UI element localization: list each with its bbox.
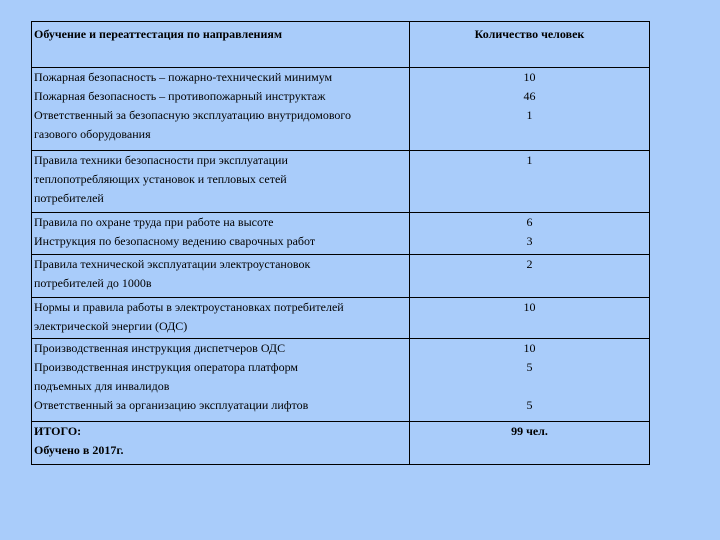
row-count-cell (410, 254, 650, 297)
header-name: Обучение и переаттестация по направлениям (34, 27, 283, 41)
training-table (31, 21, 650, 465)
row-name-cell (32, 297, 410, 339)
row-line: Пожарная безопасность – противопожарный инструктаж (34, 89, 326, 104)
row-line: Производственная инструкция оператора платформ (34, 360, 298, 375)
row-line: газового оборудования (34, 127, 151, 142)
row-count: 10 (523, 70, 536, 85)
table-row (32, 297, 650, 339)
row-line: Производственная инструкция диспетчеров ОДС (34, 341, 286, 356)
row-line: Правила по охране труда при работе на высоте (34, 214, 274, 229)
table-row (32, 150, 650, 212)
total-row (32, 422, 650, 465)
row-count: 10 (523, 341, 536, 356)
row-line: Нормы и правила работы в электроустановках потребителей (34, 299, 344, 314)
row-count: 2 (526, 256, 533, 271)
total-value: 99 чел. (511, 424, 548, 439)
row-name-cell (32, 254, 410, 297)
row-line: Ответственный за безопасную эксплуатацию внутридомового (34, 108, 352, 123)
header-name-cell (32, 22, 410, 68)
total-year-label: Обучено в 2017г. (34, 443, 124, 458)
row-count: 3 (526, 233, 533, 248)
row-count: 5 (526, 398, 533, 413)
row-line: теплопотребляющих установок и тепловых сетей (34, 171, 287, 186)
row-line: Ответственный за организацию эксплуатации лифтов (34, 398, 309, 413)
row-count-cell (410, 339, 650, 422)
row-line: электрической энергии (ОДС) (34, 318, 188, 333)
row-line: подъемных для инвалидов (34, 379, 170, 394)
row-count: 5 (526, 360, 533, 375)
row-count-cell (410, 68, 650, 151)
row-line: потребителей до 1000в (34, 275, 152, 290)
header-count: Количество человек (474, 27, 585, 41)
row-name-cell (32, 212, 410, 254)
row-count: 46 (523, 89, 536, 104)
row-name-cell (32, 68, 410, 151)
table-row (32, 339, 650, 422)
row-name-cell (32, 339, 410, 422)
table-row (32, 254, 650, 297)
total-value-cell (410, 422, 650, 465)
row-count-cell (410, 150, 650, 212)
table-header-row (32, 22, 650, 68)
table-row (32, 212, 650, 254)
row-count: 10 (523, 299, 536, 314)
row-line: Правила технической эксплуатации электроустановок (34, 256, 311, 271)
table-row (32, 68, 650, 151)
row-name-cell (32, 150, 410, 212)
total-label-cell (32, 422, 410, 465)
total-label: ИТОГО: (34, 424, 82, 439)
row-count-cell (410, 297, 650, 339)
header-count-cell (410, 22, 650, 68)
row-line: Инструкция по безопасному ведению сварочных работ (34, 233, 316, 248)
row-count (410, 377, 649, 396)
row-count: 1 (526, 152, 533, 167)
row-count: 1 (526, 108, 533, 123)
row-count: 6 (526, 214, 533, 229)
row-line: Пожарная безопасность – пожарно-технический минимум (34, 70, 333, 85)
row-line: потребителей (34, 190, 104, 205)
row-line: Правила техники безопасности при эксплуатации (34, 152, 288, 167)
row-count-cell (410, 212, 650, 254)
